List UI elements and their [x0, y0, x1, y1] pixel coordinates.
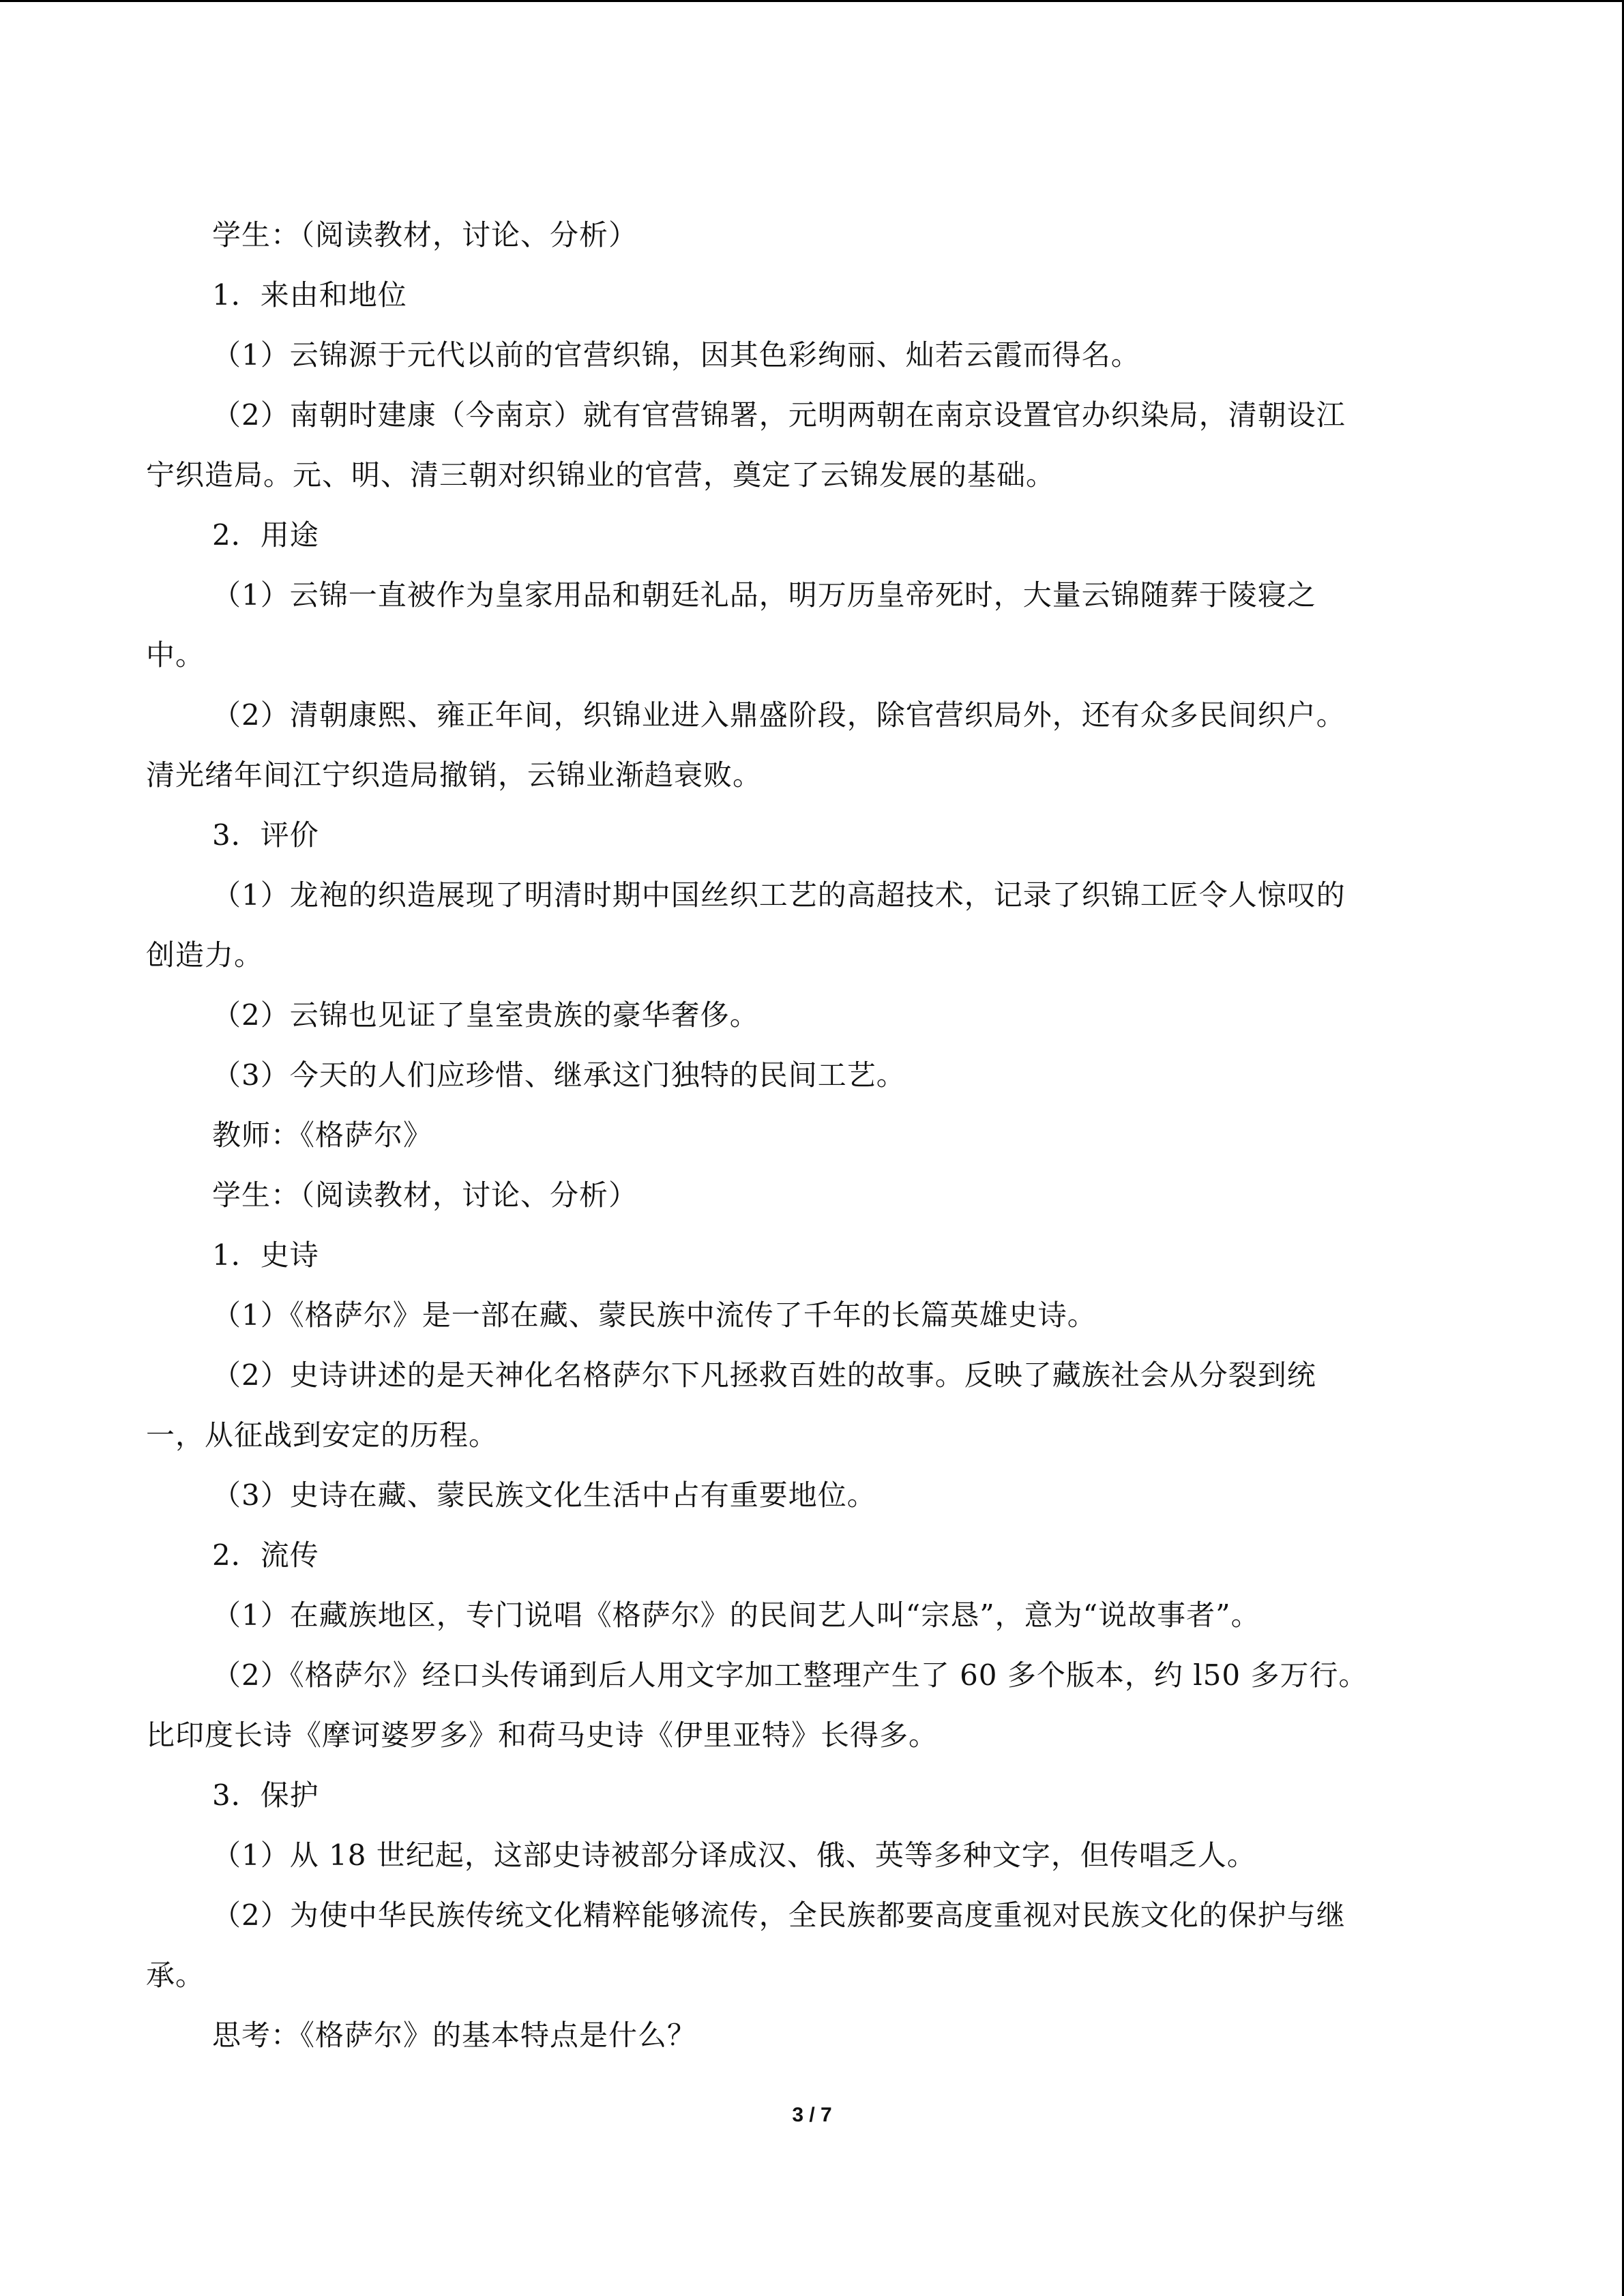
- paragraph-line: 比印度长诗《摩诃婆罗多》和荷马史诗《伊里亚特》长得多。: [146, 1718, 939, 1752]
- paragraph-line: （2）为使中华民族传统文化精粹能够流传，全民族都要高度重视对民族文化的保护与继: [212, 1898, 1346, 1932]
- paragraph-line: 教师：《格萨尔》: [212, 1118, 433, 1152]
- paragraph-line: （2）《格萨尔》经口头传诵到后人用文字加工整理产生了 60 多个版本，约 l50 多万行。: [212, 1658, 1368, 1692]
- paragraph-line: （1）《格萨尔》是一部在藏、蒙民族中流传了千年的长篇英雄史诗。: [212, 1298, 1097, 1332]
- section-heading: 2．流传: [212, 1538, 319, 1572]
- paragraph-line: 清光绪年间江宁织造局撤销，云锦业渐趋衰败。: [146, 758, 763, 792]
- paragraph-line: 承。: [146, 1958, 205, 1992]
- paragraph-line: （2）史诗讲述的是天神化名格萨尔下凡拯救百姓的故事。反映了藏族社会从分裂到统: [212, 1358, 1316, 1392]
- section-heading: 1．史诗: [212, 1238, 319, 1272]
- section-heading: 3．评价: [212, 818, 319, 852]
- paragraph-line: 一，从征战到安定的历程。: [146, 1418, 499, 1452]
- section-heading: 3．保护: [212, 1778, 319, 1812]
- paragraph-line: 学生：（阅读教材，讨论、分析）: [212, 1178, 638, 1212]
- paragraph-line: （2）南朝时建康（今南京）就有官营锦署，元明两朝在南京设置官办织染局，清朝设江: [212, 398, 1346, 432]
- section-heading: 2．用途: [212, 518, 319, 552]
- paragraph-line: （1）在藏族地区，专门说唱《格萨尔》的民间艺人叫“宗恳”，意为“说故事者”。: [212, 1598, 1260, 1632]
- paragraph-line: （1）云锦源于元代以前的官营织锦，因其色彩绚丽、灿若云霞而得名。: [212, 338, 1140, 372]
- paragraph-line: 中。: [146, 638, 205, 672]
- paragraph-line: 学生：（阅读教材，讨论、分析）: [212, 218, 638, 252]
- paragraph-line: 宁织造局。元、明、清三朝对织锦业的官营，奠定了云锦发展的基础。: [146, 458, 1056, 492]
- paragraph-line: （3）今天的人们应珍惜、继承这门独特的民间工艺。: [212, 1058, 906, 1092]
- page-number: 3 / 7: [792, 2104, 832, 2126]
- paragraph-line: （2）云锦也见证了皇室贵族的豪华奢侈。: [212, 998, 759, 1032]
- paragraph-line: （1）从 18 世纪起，这部史诗被部分译成汉、俄、英等多种文字，但传唱乏人。: [212, 1838, 1256, 1872]
- paragraph-line: （3）史诗在藏、蒙民族文化生活中占有重要地位。: [212, 1478, 876, 1512]
- paragraph-line: 创造力。: [146, 938, 264, 972]
- paragraph-line: 思考：《格萨尔》的基本特点是什么？: [212, 2018, 697, 2052]
- paragraph-line: （1）龙袍的织造展现了明清时期中国丝织工艺的高超技术，记录了织锦工匠令人惊叹的: [212, 878, 1346, 912]
- section-heading: 1．来由和地位: [212, 278, 407, 312]
- paragraph-line: （2）清朝康熙、雍正年间，织锦业进入鼎盛阶段，除官营织局外，还有众多民间织户。: [212, 698, 1346, 732]
- paragraph-line: （1）云锦一直被作为皇家用品和朝廷礼品，明万历皇帝死时，大量云锦随葬于陵寝之: [212, 578, 1316, 612]
